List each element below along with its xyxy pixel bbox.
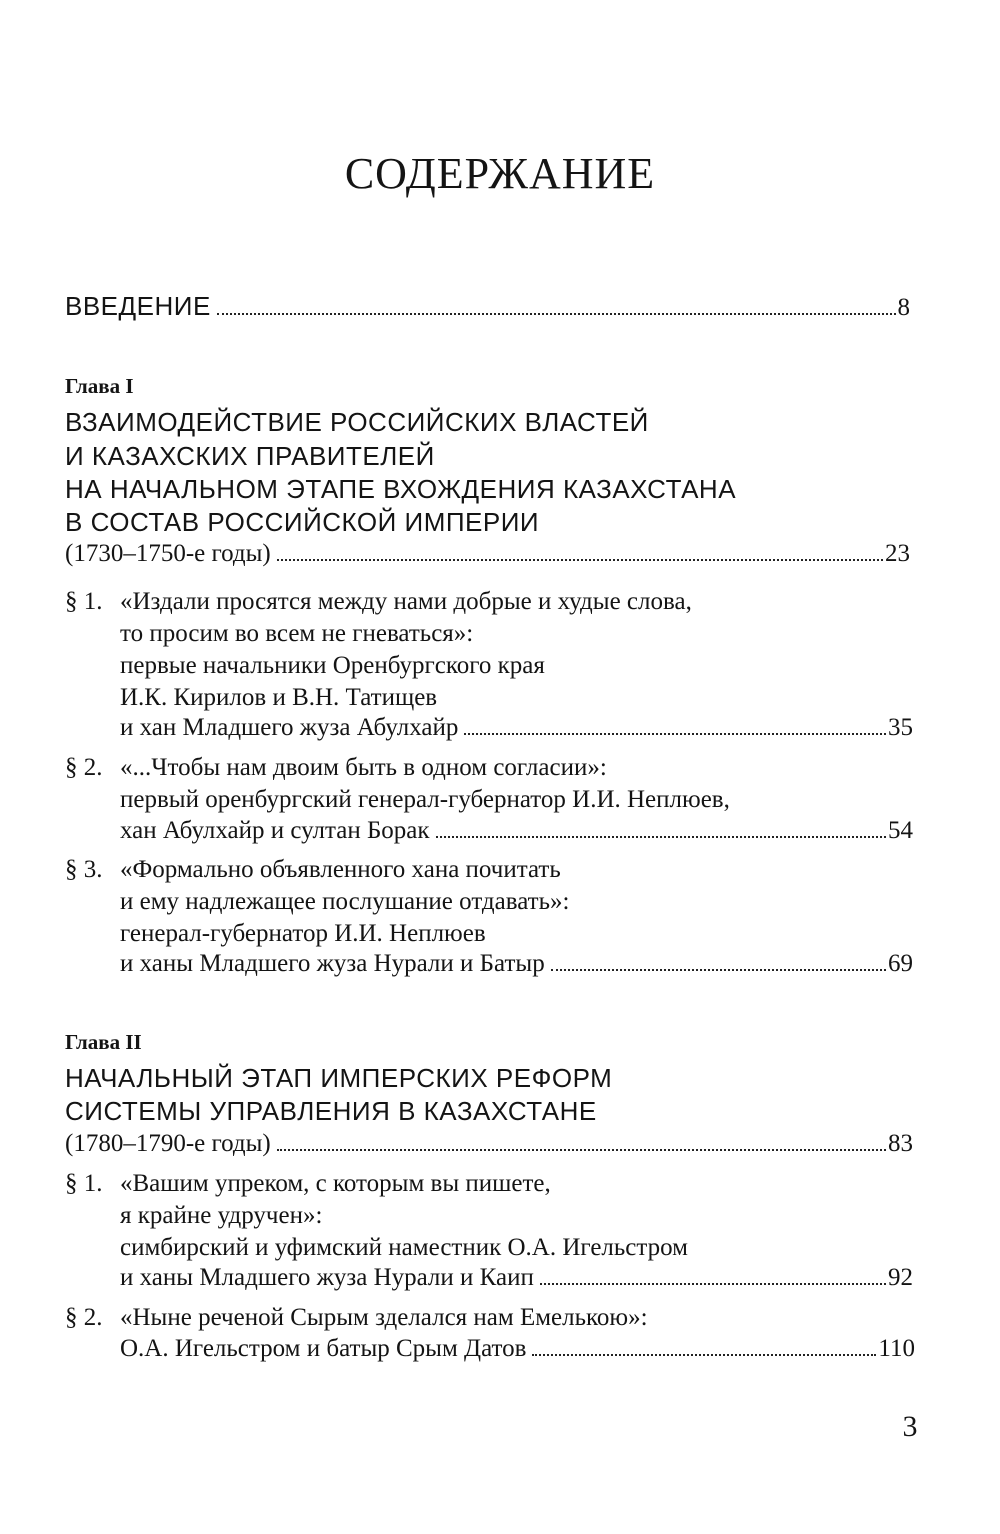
chapter-label: Глава II — [65, 1030, 142, 1054]
leader-dots — [464, 727, 886, 735]
leader-dots — [532, 1348, 876, 1356]
section-line: генерал-губернатор И.И. Неплюев — [120, 920, 486, 947]
chapter-title-line: СИСТЕМЫ УПРАВЛЕНИЯ В КАЗАХСТАНЕ — [65, 1096, 597, 1126]
toc-entry-section[interactable] — [120, 1333, 915, 1365]
leader-dots — [277, 1143, 886, 1151]
section-last-line: и ханы Младшего жуза Нурали и Каип — [120, 1264, 534, 1291]
section-line: И.К. Кирилов и В.Н. Татищев — [120, 684, 438, 711]
section-last-line: хан Абулхайр и султан Борак — [120, 817, 430, 844]
section-line: «Ныне реченой Сырым зделался нам Емелькою»: — [120, 1304, 648, 1331]
section-line: первый оренбургский генерал-губернатор И.И. Неплюев, — [120, 786, 730, 813]
toc-entry-section[interactable] — [120, 948, 913, 980]
section-number: § 3. — [65, 856, 103, 883]
toc-entry-section[interactable] — [120, 712, 913, 744]
section-number: § 2. — [65, 754, 103, 781]
page-number: 83 — [888, 1130, 913, 1157]
chapter-title-line: НА НАЧАЛЬНОМ ЭТАПЕ ВХОЖДЕНИЯ КАЗАХСТАНА — [65, 474, 737, 504]
section-number: § 1. — [65, 1170, 103, 1197]
section-last-line: и ханы Младшего жуза Нурали и Батыр — [120, 950, 545, 977]
toc-entry-section[interactable] — [120, 1262, 913, 1294]
section-line: симбирский и уфимский наместник О.А. Игельстром — [120, 1234, 688, 1261]
toc-entry-chapter-2[interactable] — [65, 1128, 913, 1160]
leader-dots — [436, 830, 886, 838]
page-number: 69 — [888, 950, 913, 977]
page-number: 8 — [897, 294, 910, 321]
page-number: 110 — [878, 1335, 915, 1362]
section-line: первые начальники Оренбургского края — [120, 652, 545, 679]
leader-dots — [277, 553, 883, 561]
chapter-title-line: ВЗАИМОДЕЙСТВИЕ РОССИЙСКИХ ВЛАСТЕЙ — [65, 407, 649, 437]
toc-entry-section[interactable] — [120, 815, 913, 847]
chapter-years: (1780–1790-е годы) — [65, 1130, 271, 1157]
page-number: 54 — [888, 817, 913, 844]
section-line: «...Чтобы нам двоим быть в одном согласии»: — [120, 754, 607, 781]
chapter-title-line: НАЧАЛЬНЫЙ ЭТАП ИМПЕРСКИХ РЕФОРМ — [65, 1063, 613, 1093]
leader-dots — [551, 963, 886, 971]
toc-entry-intro[interactable] — [65, 290, 910, 324]
chapter-years: (1730–1750-е годы) — [65, 540, 271, 567]
section-line: «Издали просятся между нами добрые и худые слова, — [120, 588, 692, 615]
section-line: и ему надлежащее послушание отдавать»: — [120, 888, 570, 915]
section-number: § 2. — [65, 1304, 103, 1331]
section-line: «Формально объявленного хана почитать — [120, 856, 561, 883]
chapter-label: Глава I — [65, 374, 134, 398]
page-number: 92 — [888, 1264, 913, 1291]
section-last-line: О.А. Игельстром и батыр Срым Датов — [120, 1335, 527, 1362]
page-number: 35 — [888, 714, 913, 741]
leader-dots — [217, 307, 896, 315]
page-folio: 3 — [902, 1410, 918, 1443]
section-line: я крайне удручен»: — [120, 1202, 323, 1229]
page-number: 23 — [885, 540, 910, 567]
chapter-title-line: В СОСТАВ РОССИЙСКОЙ ИМПЕРИИ — [65, 507, 540, 537]
toc-entry-chapter-1[interactable] — [65, 538, 910, 570]
section-last-line: и хан Младшего жуза Абулхайр — [120, 714, 459, 741]
chapter-title-line: И КАЗАХСКИХ ПРАВИТЕЛЕЙ — [65, 441, 435, 471]
page-title: СОДЕРЖАНИЕ — [344, 149, 656, 198]
section-line: то просим во всем не гневаться»: — [120, 620, 474, 647]
section-line: «Вашим упреком, с которым вы пишете, — [120, 1170, 551, 1197]
section-number: § 1. — [65, 588, 103, 615]
leader-dots — [540, 1277, 886, 1285]
toc-entry-label: ВВЕДЕНИЕ — [65, 291, 211, 321]
